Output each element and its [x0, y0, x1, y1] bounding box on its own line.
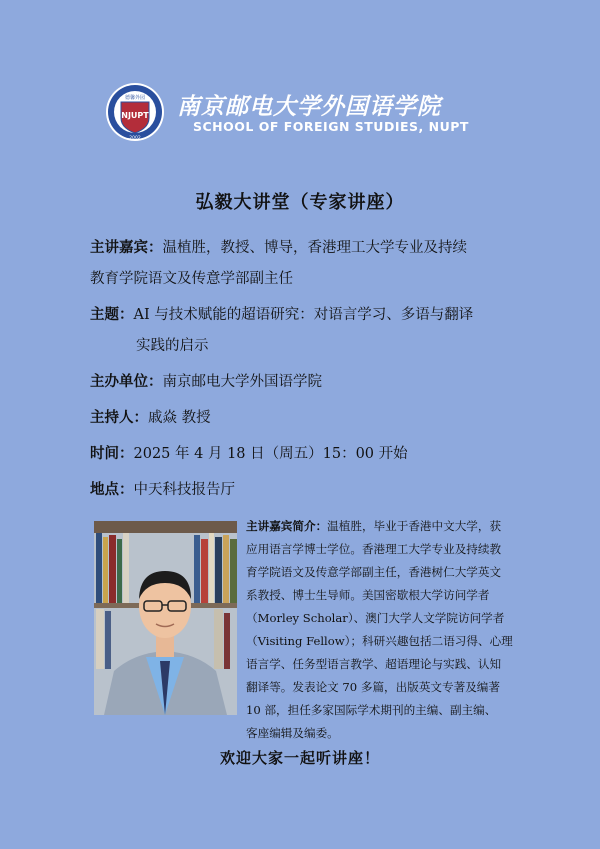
topic-line1: AI 与技术赋能的超语研究：对语言学习、多语与翻译 [133, 307, 474, 323]
bio-line: （Morley Scholar）、澳门大学人文学院访问学者 [246, 611, 505, 625]
seal-top-text: 德馨外园 [124, 95, 146, 101]
topic-line2: 实践的启示 [136, 338, 209, 354]
speaker-row [90, 232, 520, 264]
topic-row [90, 299, 520, 331]
bio-line: 应用语言学博士学位。香港理工大学专业及持续教 [246, 542, 502, 556]
speaker-portrait-image [94, 521, 237, 715]
organizer-row [90, 366, 520, 398]
place-value: 中天科技报告厅 [133, 482, 235, 498]
speaker-label: 主讲嘉宾： [90, 239, 163, 256]
time-row [90, 438, 520, 470]
speaker-photo [94, 521, 237, 715]
host-value: 戚焱 教授 [148, 410, 211, 426]
bio-line: 语言学、任务型语言教学、超语理论与实践、认知 [246, 657, 502, 671]
host-row [90, 402, 520, 434]
organizer-value: 南京邮电大学外国语学院 [162, 374, 322, 390]
seal-mid-text: NJUPT [121, 111, 149, 120]
lecture-title: 弘毅大讲堂（专家讲座） [195, 192, 405, 213]
place-label: 地点： [90, 481, 134, 498]
time-value: 2025 年 4 月 18 日（周五）15：00 开始 [133, 446, 408, 462]
header [105, 82, 525, 142]
bio-line: 客座编辑及编委。 [246, 726, 339, 740]
school-name-en: SCHOOL OF FOREIGN STUDIES, NUPT [193, 119, 469, 134]
speaker-line2: 教育学院语文及传意学部副主任 [90, 271, 293, 287]
bio-line: 育学院语文及传意学部副主任，香港树仁大学英文 [246, 565, 502, 579]
closing-message: 欢迎大家一起听讲座！ [219, 749, 380, 767]
bio-line: 10 部，担任多家国际学术期刊的主编、副主编、 [246, 703, 497, 717]
bio-label: 主讲嘉宾简介： [246, 519, 328, 533]
host-label: 主持人： [90, 409, 148, 426]
school-name-cn: 南京邮电大学外国语学院 [177, 93, 441, 120]
organizer-label: 主办单位： [90, 373, 163, 390]
bio-line: 温植胜，毕业于香港中文大学，获 [327, 519, 502, 533]
lecture-info [90, 232, 520, 506]
seal-year-text: 2002 [129, 136, 141, 141]
speaker-bio [246, 515, 514, 745]
bio-line: 翻译等。发表论文 70 多篇，出版英文专著及编著 [246, 680, 500, 694]
speaker-line1: 温植胜，教授、博导，香港理工大学专业及持续 [162, 240, 467, 256]
time-label: 时间： [90, 445, 134, 462]
place-row [90, 474, 520, 506]
topic-label: 主题： [90, 306, 134, 323]
bio-line: （Visiting Fellow）；科研兴趣包括二语习得、心理 [246, 634, 513, 648]
school-seal-logo [105, 82, 165, 142]
bio-line: 系教授、博士生导师。美国密歇根大学访问学者 [246, 588, 490, 602]
